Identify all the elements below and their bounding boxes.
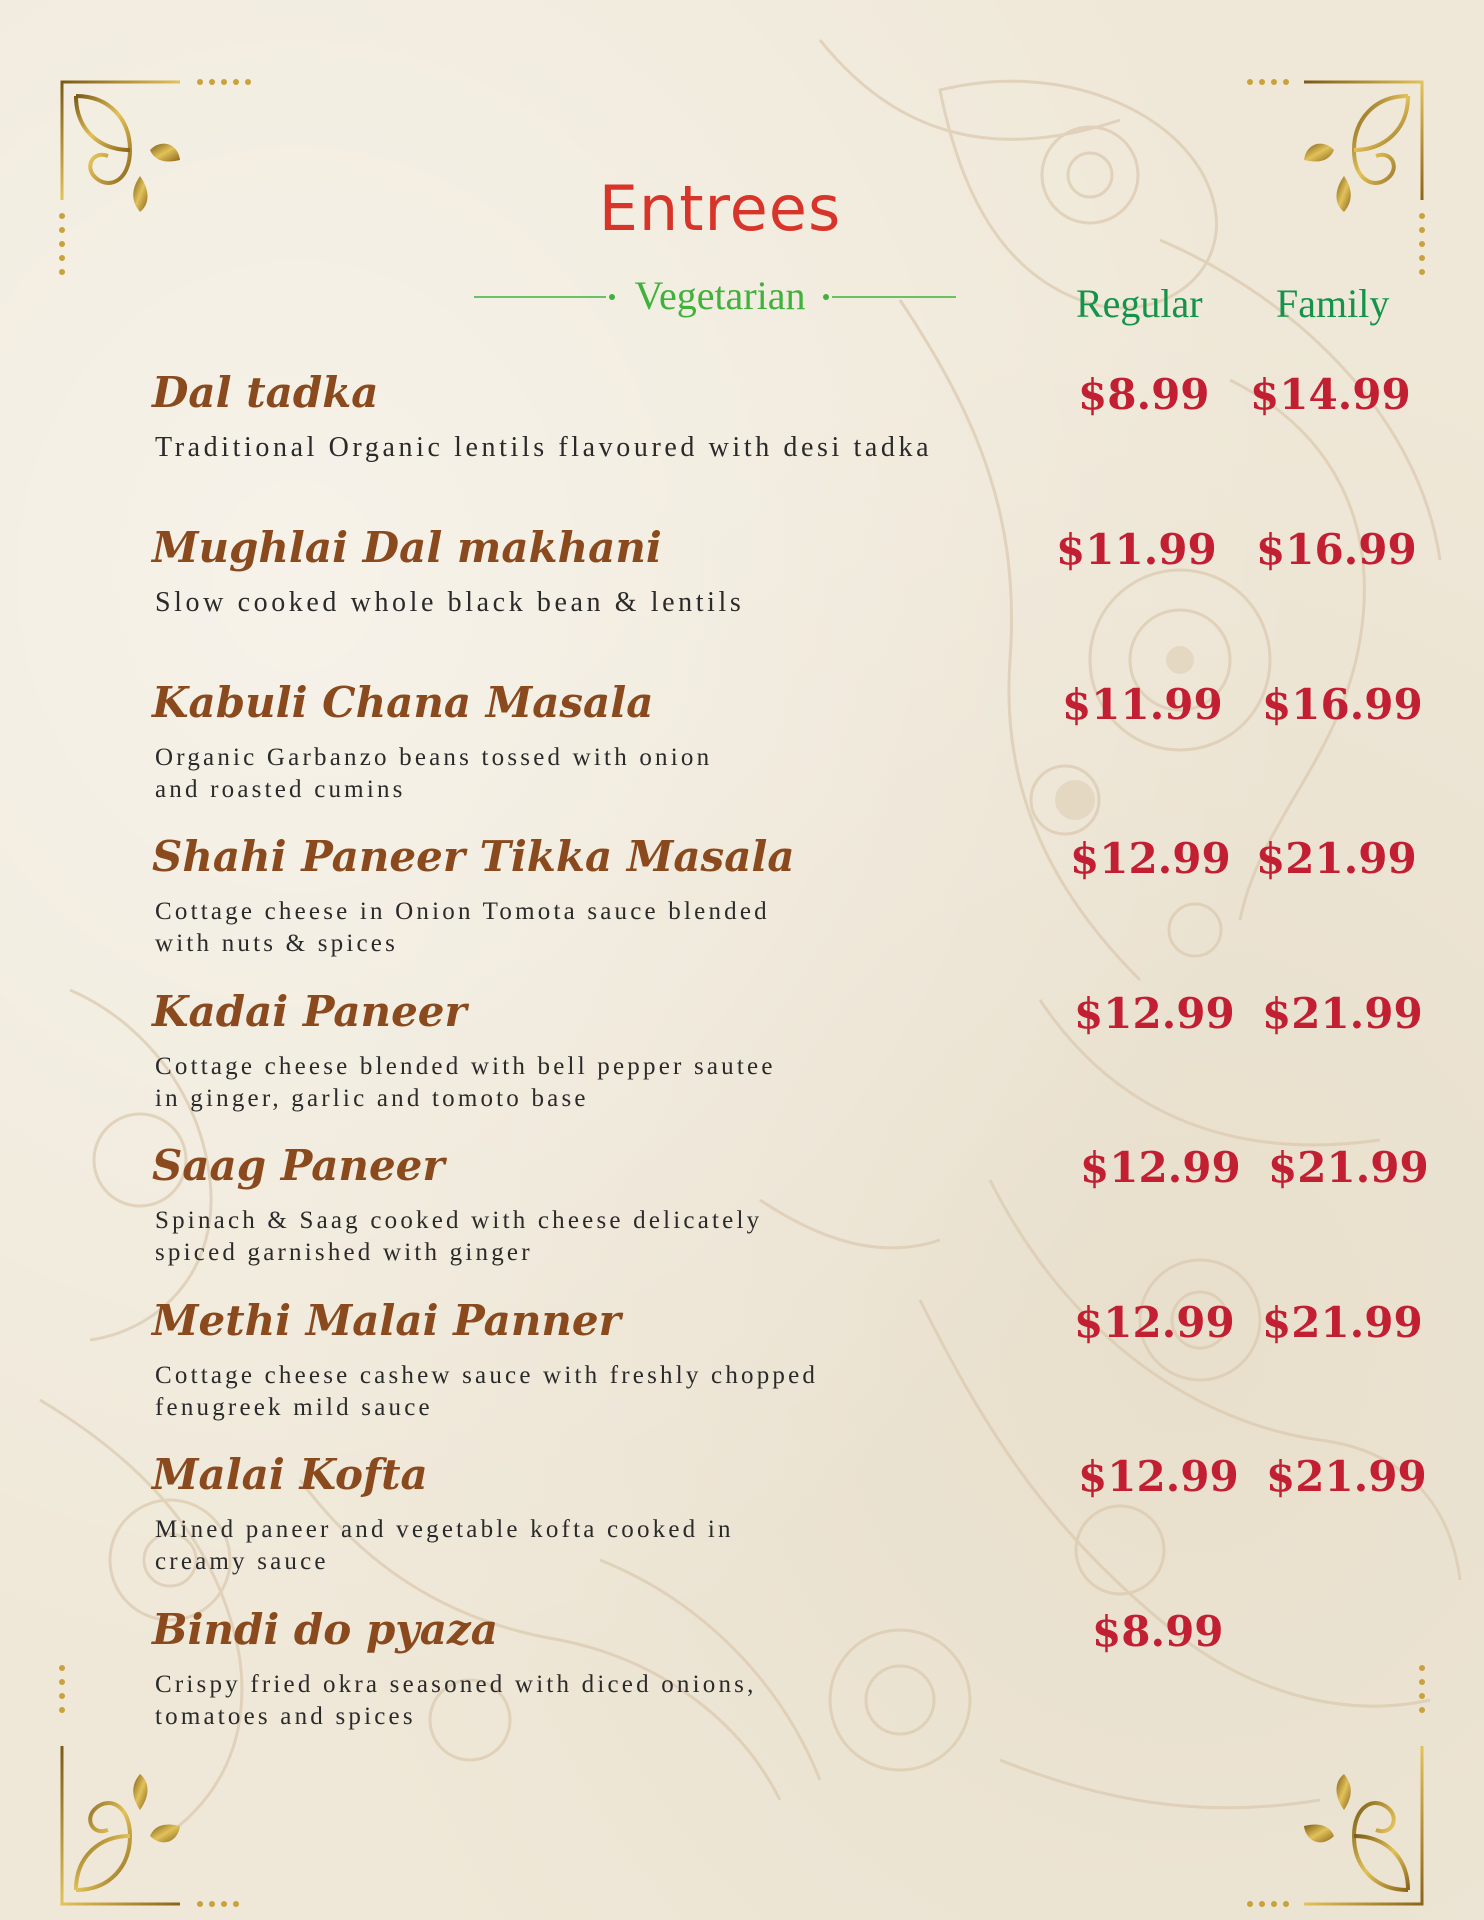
- price-family: $16.99: [1256, 525, 1417, 574]
- price-regular: $12.99: [1074, 989, 1235, 1038]
- page-title: Entrees: [598, 172, 842, 245]
- item-description: Cottage cheese cashew sauce with freshly chopped fenugreek mild sauce: [155, 1362, 819, 1421]
- item-description: Cottage cheese in Onion Tomota sauce blended with nuts & spices: [155, 898, 770, 957]
- price-family: $14.99: [1250, 370, 1411, 419]
- price-regular: $8.99: [1078, 370, 1210, 419]
- price-regular: $12.99: [1070, 834, 1231, 883]
- item-name: Bindi do pyaza: [152, 1605, 498, 1654]
- item-name: Shahi Paneer Tikka Masala: [152, 832, 795, 881]
- item-description: Traditional Organic lentils flavoured with desi tadka: [155, 432, 933, 463]
- item-name: Dal tadka: [152, 368, 379, 417]
- item-description: Spinach & Saag cooked with cheese delicately spiced garnished with ginger: [155, 1207, 763, 1266]
- column-heading-family: Family: [1276, 281, 1390, 326]
- price-regular: $12.99: [1080, 1143, 1241, 1192]
- price-family: $21.99: [1266, 1452, 1427, 1501]
- price-family: $21.99: [1262, 1298, 1423, 1347]
- column-heading-regular: Regular: [1076, 281, 1203, 326]
- item-description: Slow cooked whole black bean & lentils: [155, 587, 745, 618]
- item-description: Cottage cheese blended with bell pepper sautee in ginger, garlic and tomoto base: [155, 1053, 776, 1112]
- item-name: Methi Malai Panner: [152, 1296, 621, 1345]
- item-name: Kadai Paneer: [152, 987, 467, 1036]
- section-subtitle: Vegetarian: [634, 273, 806, 318]
- price-family: $21.99: [1262, 989, 1423, 1038]
- price-regular: $12.99: [1074, 1298, 1235, 1347]
- price-regular: $11.99: [1062, 680, 1223, 729]
- item-description: Organic Garbanzo beans tossed with onion and roasted cumins: [155, 744, 713, 803]
- item-name: Mughlai Dal makhani: [152, 523, 662, 572]
- price-family: $21.99: [1256, 834, 1417, 883]
- price-regular: $8.99: [1092, 1607, 1224, 1656]
- item-description: Crispy fried okra seasoned with diced onions, tomatoes and spices: [155, 1671, 757, 1730]
- item-description: Mined paneer and vegetable kofta cooked in creamy sauce: [155, 1516, 734, 1575]
- price-regular: $11.99: [1056, 525, 1217, 574]
- price-regular: $12.99: [1078, 1452, 1239, 1501]
- item-name: Malai Kofta: [152, 1450, 428, 1499]
- price-family: $21.99: [1268, 1143, 1429, 1192]
- item-name: Saag Paneer: [152, 1141, 445, 1190]
- price-family: $16.99: [1262, 680, 1423, 729]
- item-name: Kabuli Chana Masala: [152, 678, 654, 727]
